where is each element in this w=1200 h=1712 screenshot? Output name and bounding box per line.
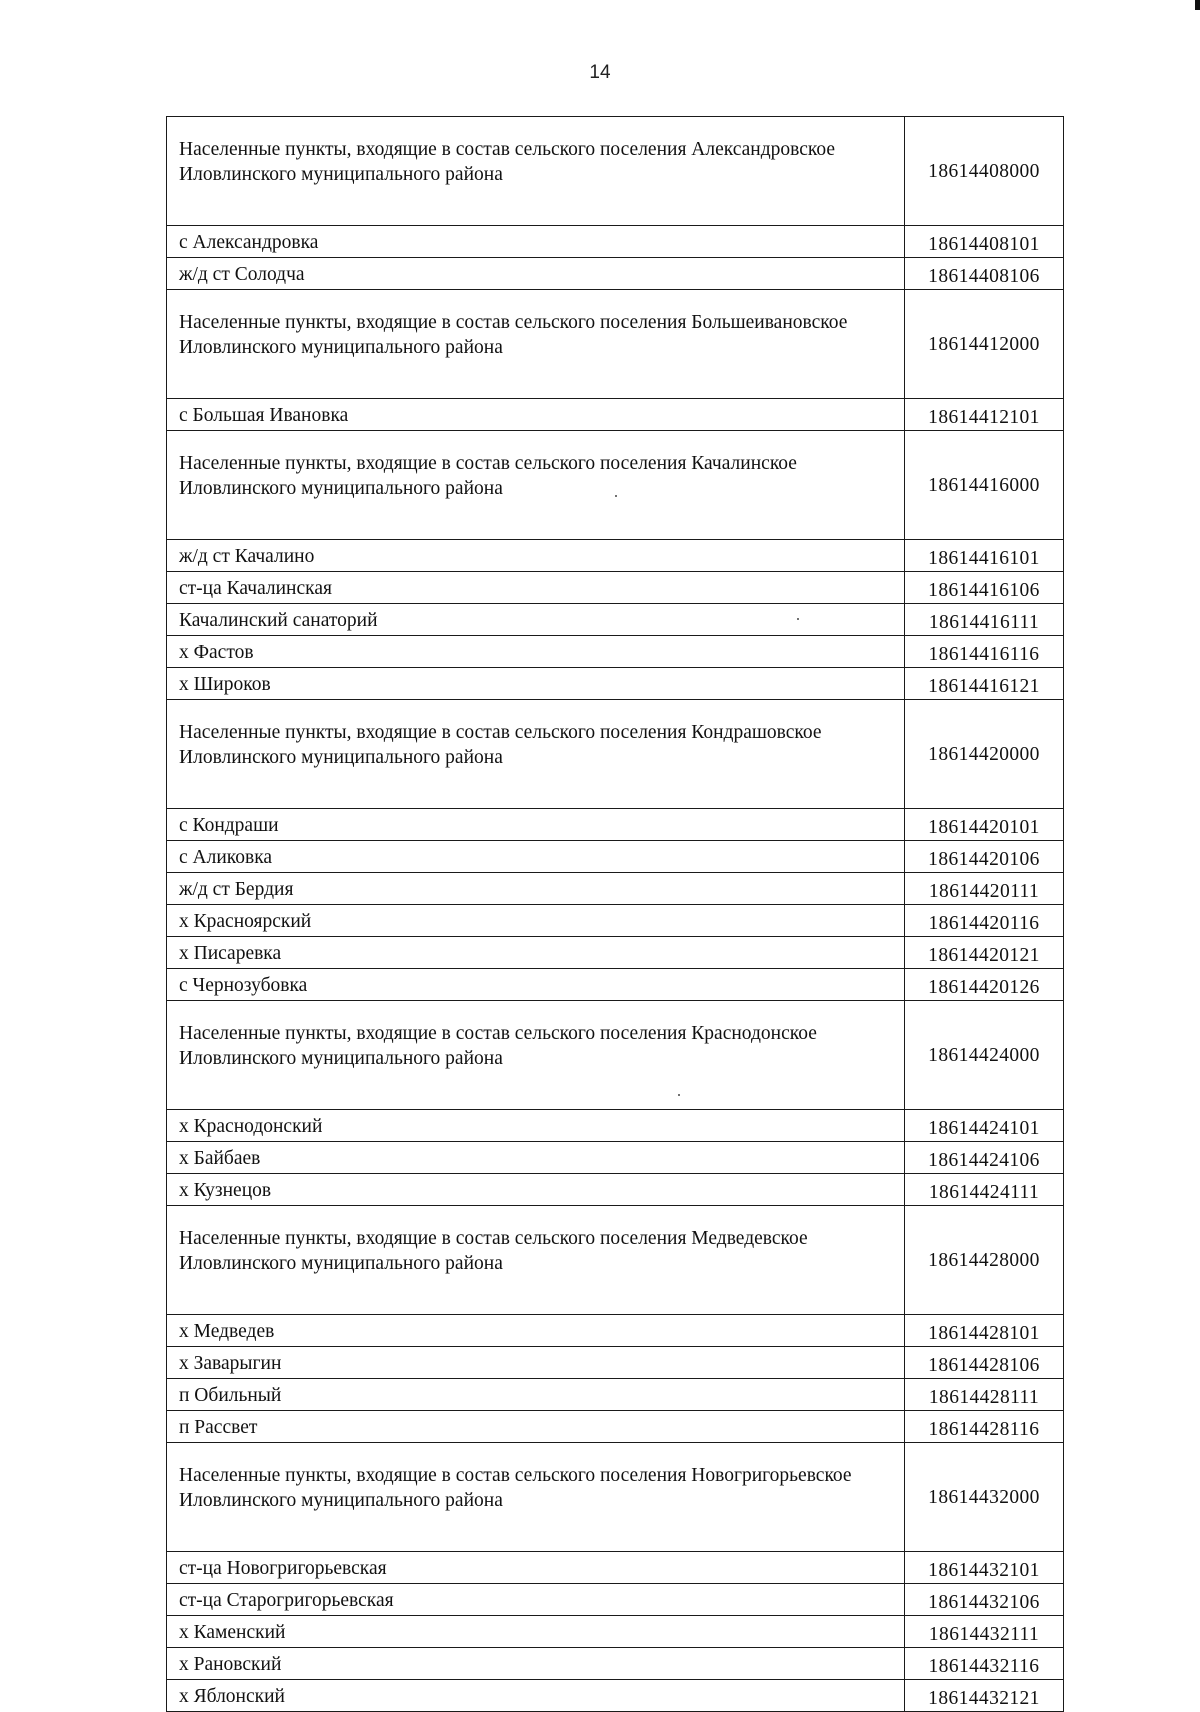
settlement-name-cell: ж/д ст Солодча	[167, 258, 905, 290]
scan-edge-mark	[1195, 0, 1200, 10]
settlement-group-row	[167, 1206, 1064, 1315]
scan-speck	[797, 618, 799, 620]
settlement-group-row	[167, 290, 1064, 399]
settlement-name-cell: х Широков	[167, 668, 905, 700]
settlement-row	[167, 809, 1064, 841]
group-name-cell: Населенные пункты, входящие в состав сельского поселения Краснодонское Иловлинского муниципального района	[167, 1001, 905, 1110]
settlements-table-container	[166, 116, 1064, 1712]
oktmo-code-cell: 18614424000	[905, 1001, 1064, 1110]
scan-speck	[615, 495, 617, 497]
oktmo-code-cell: 18614420116	[905, 905, 1064, 937]
settlement-name-cell: х Рановский	[167, 1648, 905, 1680]
oktmo-code-cell: 18614432121	[905, 1680, 1064, 1712]
settlement-row	[167, 905, 1064, 937]
settlement-row	[167, 1379, 1064, 1411]
settlement-row	[167, 1174, 1064, 1206]
oktmo-code-cell: 18614420111	[905, 873, 1064, 905]
settlement-row	[167, 873, 1064, 905]
settlement-name-cell: ж/д ст Качалино	[167, 540, 905, 572]
page-number: 14	[589, 62, 611, 83]
settlement-name-cell: х Краснодонский	[167, 1110, 905, 1142]
oktmo-code-cell: 18614424106	[905, 1142, 1064, 1174]
settlement-row	[167, 668, 1064, 700]
settlements-table	[166, 116, 1064, 1712]
oktmo-code-cell: 18614416101	[905, 540, 1064, 572]
group-name-cell: Населенные пункты, входящие в состав сельского поселения Новогригорьевское Иловлинского муниципального района	[167, 1443, 905, 1552]
oktmo-code-cell: 18614428111	[905, 1379, 1064, 1411]
settlement-row	[167, 604, 1064, 636]
oktmo-code-cell: 18614420101	[905, 809, 1064, 841]
oktmo-code-cell: 18614424101	[905, 1110, 1064, 1142]
settlement-row	[167, 1411, 1064, 1443]
oktmo-code-cell: 18614428000	[905, 1206, 1064, 1315]
settlement-row	[167, 636, 1064, 668]
settlement-group-row	[167, 431, 1064, 540]
oktmo-code-cell: 18614412000	[905, 290, 1064, 399]
oktmo-code-cell: 18614432101	[905, 1552, 1064, 1584]
oktmo-code-cell: 18614432000	[905, 1443, 1064, 1552]
group-name-cell: Населенные пункты, входящие в состав сельского поселения Большеивановское Иловлинского муниципального района	[167, 290, 905, 399]
oktmo-code-cell: 18614432106	[905, 1584, 1064, 1616]
settlement-row	[167, 258, 1064, 290]
settlement-name-cell: х Фастов	[167, 636, 905, 668]
oktmo-code-cell: 18614432116	[905, 1648, 1064, 1680]
settlement-name-cell: х Заварыгин	[167, 1347, 905, 1379]
oktmo-code-cell: 18614420000	[905, 700, 1064, 809]
settlement-name-cell: п Рассвет	[167, 1411, 905, 1443]
oktmo-code-cell: 18614416106	[905, 572, 1064, 604]
settlement-name-cell: ст-ца Качалинская	[167, 572, 905, 604]
settlement-row	[167, 969, 1064, 1001]
oktmo-code-cell: 18614420121	[905, 937, 1064, 969]
oktmo-code-cell: 18614416000	[905, 431, 1064, 540]
settlement-row	[167, 572, 1064, 604]
scan-speck	[678, 1094, 680, 1096]
oktmo-code-cell: 18614408106	[905, 258, 1064, 290]
group-name-cell: Населенные пункты, входящие в состав сельского поселения Александровское Иловлинского муниципального района	[167, 117, 905, 226]
oktmo-code-cell: 18614408000	[905, 117, 1064, 226]
settlement-group-row	[167, 700, 1064, 809]
settlement-name-cell: х Красноярский	[167, 905, 905, 937]
settlement-name-cell: х Кузнецов	[167, 1174, 905, 1206]
settlement-row	[167, 1584, 1064, 1616]
settlement-name-cell: с Аликовка	[167, 841, 905, 873]
settlement-name-cell: ж/д ст Бердия	[167, 873, 905, 905]
settlement-name-cell: с Чернозубовка	[167, 969, 905, 1001]
settlement-name-cell: х Байбаев	[167, 1142, 905, 1174]
settlement-group-row	[167, 1001, 1064, 1110]
oktmo-code-cell: 18614412101	[905, 399, 1064, 431]
settlements-table-body	[167, 117, 1064, 1712]
settlement-name-cell: ст-ца Новогригорьевская	[167, 1552, 905, 1584]
settlement-name-cell: ст-ца Старогригорьевская	[167, 1584, 905, 1616]
settlement-group-row	[167, 1443, 1064, 1552]
settlement-name-cell: с Большая Ивановка	[167, 399, 905, 431]
settlement-row	[167, 1552, 1064, 1584]
settlement-row	[167, 1110, 1064, 1142]
settlement-row	[167, 1648, 1064, 1680]
settlement-name-cell: х Медведев	[167, 1315, 905, 1347]
settlement-row	[167, 1347, 1064, 1379]
oktmo-code-cell: 18614424111	[905, 1174, 1064, 1206]
settlement-name-cell: х Каменский	[167, 1616, 905, 1648]
oktmo-code-cell: 18614408101	[905, 226, 1064, 258]
oktmo-code-cell: 18614416111	[905, 604, 1064, 636]
settlement-name-cell: х Яблонский	[167, 1680, 905, 1712]
oktmo-code-cell: 18614420106	[905, 841, 1064, 873]
settlement-group-row	[167, 117, 1064, 226]
settlement-row	[167, 1616, 1064, 1648]
group-name-cell: Населенные пункты, входящие в состав сельского поселения Качалинское Иловлинского муниципального района	[167, 431, 905, 540]
settlement-row	[167, 1142, 1064, 1174]
group-name-cell: Населенные пункты, входящие в состав сельского поселения Кондрашовское Иловлинского муниципального района	[167, 700, 905, 809]
oktmo-code-cell: 18614432111	[905, 1616, 1064, 1648]
settlement-name-cell: с Александровка	[167, 226, 905, 258]
settlement-name-cell: х Писаревка	[167, 937, 905, 969]
oktmo-code-cell: 18614420126	[905, 969, 1064, 1001]
oktmo-code-cell: 18614428106	[905, 1347, 1064, 1379]
settlement-row	[167, 226, 1064, 258]
settlement-row	[167, 540, 1064, 572]
settlement-row	[167, 841, 1064, 873]
settlement-name-cell: с Кондраши	[167, 809, 905, 841]
oktmo-code-cell: 18614428101	[905, 1315, 1064, 1347]
oktmo-code-cell: 18614428116	[905, 1411, 1064, 1443]
settlement-row	[167, 937, 1064, 969]
settlement-name-cell: Качалинский санаторий	[167, 604, 905, 636]
settlement-name-cell: п Обильный	[167, 1379, 905, 1411]
oktmo-code-cell: 18614416116	[905, 636, 1064, 668]
settlement-row	[167, 1315, 1064, 1347]
settlement-row	[167, 399, 1064, 431]
group-name-cell: Населенные пункты, входящие в состав сельского поселения Медведевское Иловлинского муниципального района	[167, 1206, 905, 1315]
oktmo-code-cell: 18614416121	[905, 668, 1064, 700]
